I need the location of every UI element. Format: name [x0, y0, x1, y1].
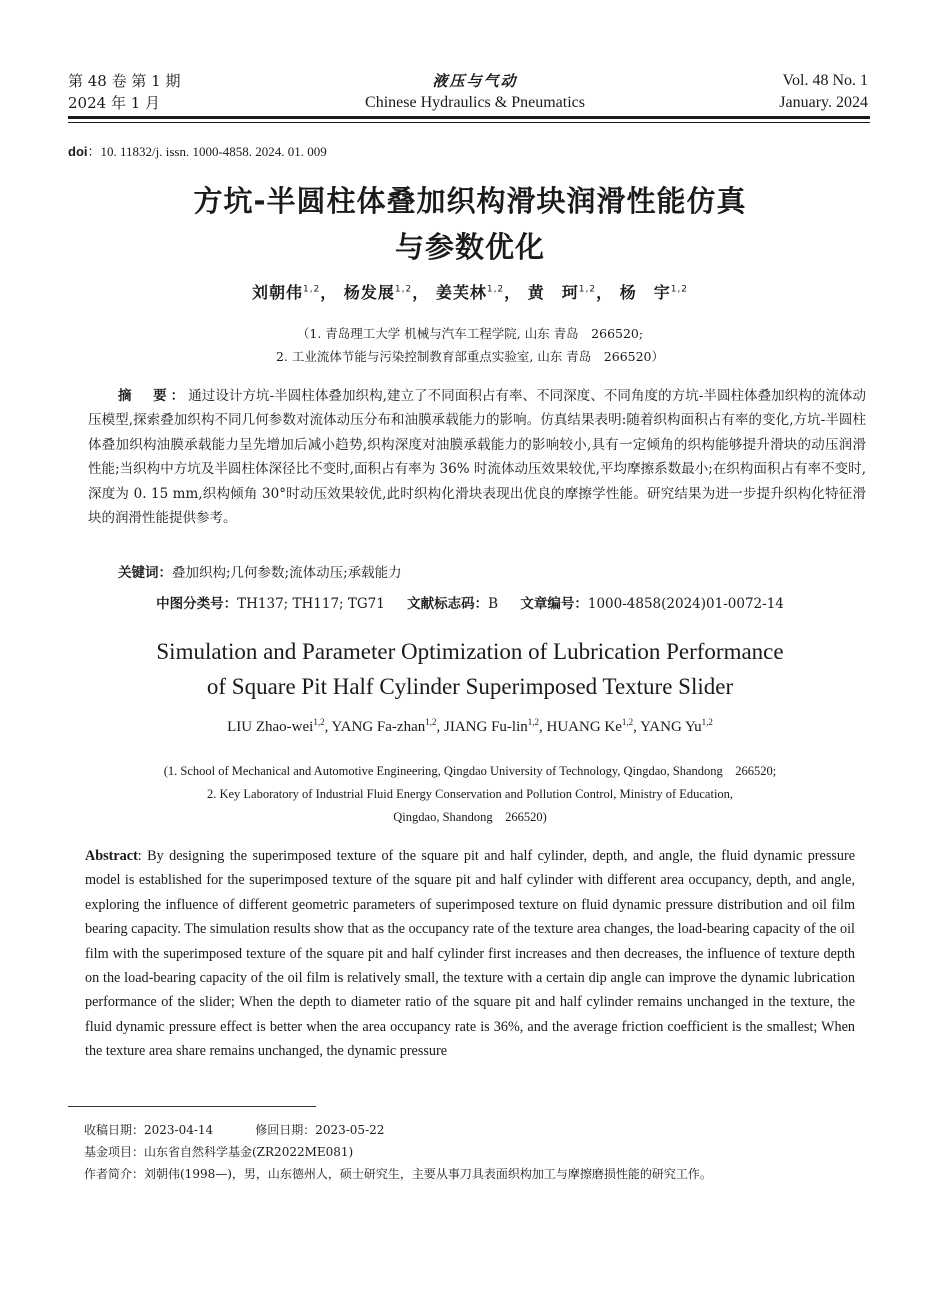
- title-en: [60, 634, 880, 704]
- doi-value: ：10. 11832/j. issn. 1000-4858. 2024. 01. 009: [87, 144, 327, 159]
- footnote-author-bio: 作者简介：刘朝伟(1998—)，男，山东德州人，硕士研究生，主要从事刀具表面织构加工与摩擦磨损性能的研究工作。: [84, 1167, 712, 1181]
- footnote-dates: [84, 1121, 384, 1139]
- clc-value: TH137; TH117; TG71: [237, 596, 385, 612]
- affiliation-cn: （1. 青岛理工大学 机械与汽车工程学院, 山东 青岛 266520;: [296, 326, 644, 341]
- author-en: HUANG Ke$^{1,2}$,: [546, 717, 641, 735]
- author-en: JIANG Fu-lin$^{1,2}$,: [444, 717, 547, 735]
- affiliation-en: Qingdao, Shandong 266520): [393, 810, 547, 824]
- affiliation-cn: 2. 工业流体节能与污染控制教育部重点实验室, 山东 青岛 266520）: [275, 349, 665, 364]
- date-en: January. 2024: [779, 94, 868, 111]
- author-en: LIU Zhao-wei$^{1,2}$,: [227, 717, 332, 735]
- authors-en: [60, 717, 880, 736]
- abstract-en-label: Abstract: [85, 848, 138, 864]
- article-number-value: 1000-4858(2024)01-0072-14: [587, 596, 784, 612]
- footnote-rule: [68, 1106, 316, 1107]
- volume-issue-en: Vol. 48 No. 1: [782, 72, 868, 89]
- title-cn: [60, 178, 880, 270]
- affiliation-en: (1. School of Mechanical and Automotive Engineering, Qingdao University of Technology, Qingdao, Shandong 266520;: [163, 764, 777, 778]
- header-left: [68, 70, 180, 114]
- title-en-line2: of Square Pit Half Cylinder Superimposed Texture Slider: [206, 674, 734, 699]
- volume-issue-cn: 第 48 卷 第 1 期: [68, 72, 181, 90]
- doi-label: doi: [68, 144, 88, 159]
- abstract-cn-text: 通过设计方坑-半圆柱体叠加织构,建立了不同面积占有率、不同深度、不同角度的方坑-半圆柱体叠加织构的流体动压模型,探索叠加织构不同几何参数对流体动压分布和油膜承载能力的影响。仿真结果表明:随着织构面积占有率的变化,方坑-半圆柱体叠加织构油膜承载能力呈先增加后减小趋势,织构深度对油膜承载能力的影响较小,具有一定倾角的织构能够提升滑块的动压润滑性能;当织构中方坑及半圆柱体深径比不变时,面积占有率为 36% 时流体动压效果较优,平均摩擦系数最小;在织构面积占有率不变时,深度为 0. 15 mm,织构倾角 30°时动压效果较优,此时织构化滑块表现出优良的摩擦学性能。研究结果为进一步提升织构化特征滑块的润滑性能提供参考。: [88, 388, 867, 527]
- affiliations-en: [60, 760, 880, 829]
- author-cn: 姜芙林$^{1,2}$，: [435, 283, 522, 302]
- author-cn: 刘朝伟$^{1,2}$，: [251, 283, 338, 302]
- abstract-cn-label: 摘 要：: [118, 388, 189, 404]
- doi-line: [68, 141, 327, 160]
- author-cn: 黄 珂$^{1,2}$，: [527, 283, 614, 302]
- keywords-cn: [118, 561, 402, 581]
- journal-title-en: Chinese Hydraulics & Pneumatics: [365, 94, 585, 111]
- abstract-en-colon: :: [137, 848, 148, 864]
- received-date: 收稿日期：2023-04-14: [84, 1123, 214, 1137]
- header-right: [779, 70, 868, 114]
- authors-cn: [60, 280, 880, 303]
- author-en: YANG Yu$^{1,2}$: [640, 717, 713, 735]
- header-rule-thin: [68, 122, 870, 123]
- abstract-cn: [88, 384, 866, 530]
- journal-title-cn: 液压与气动: [432, 72, 518, 90]
- affiliations-cn: [60, 322, 880, 368]
- keywords-label: 关键词：: [118, 565, 172, 581]
- doc-code-label: 文献标志码：: [407, 596, 489, 612]
- title-cn-line2: 与参数优化: [394, 230, 545, 264]
- classification-line: [60, 592, 880, 612]
- abstract-en: [85, 844, 855, 1064]
- abstract-en-text: By designing the superimposed texture of the square pit and half cylinder, depth, and angle, the fluid dynamic pressure model is established for the superimposed texture of the square pit and half cylinder with different area occupancy, depth, and angle, exploring the influence of different geometric parameters of superimposed texture on fluid dynamic pressure distribution and oil film bearing capacity. The simulation results show that as the occupancy rate of the texture area changes, the load-bearing capacity of the oil film with the superimposed texture of the square pit and half cylinder first increases and then decreases, the influence of texture depth on the load-bearing capacity of the oil film is relatively small, the texture with a certain dip angle can improve the dynamic lubrication performance of the slider; When the depth to diameter ratio of the square pit and half cylinder remains unchanged in the texture, the fluid dynamic pressure effect is better when the area occupancy rate is 36%, and the average friction coefficient is the smallest; When the texture area share remains unchanged, the dynamic pressure: [85, 848, 855, 1060]
- author-en: YANG Fa-zhan$^{1,2}$,: [331, 717, 444, 735]
- affiliation-en: 2. Key Laboratory of Industrial Fluid Energy Conservation and Pollution Control, Ministry of Education,: [206, 787, 734, 801]
- doc-code-value: B: [488, 596, 499, 612]
- keywords-text: 叠加织构;几何参数;流体动压;承载能力: [172, 565, 402, 581]
- article-number-label: 文章编号：: [520, 596, 588, 612]
- clc-label: 中图分类号：: [156, 596, 238, 612]
- title-cn-line1: 方坑-半圆柱体叠加织构滑块润滑性能仿真: [193, 184, 747, 218]
- author-cn: 杨 宇$^{1,2}$: [619, 283, 689, 302]
- revised-date: 修回日期：2023-05-22: [255, 1123, 385, 1137]
- date-cn: 2024 年 1 月: [68, 94, 161, 112]
- header-center: [300, 70, 650, 114]
- footnote-fund: 基金项目：山东省自然科学基金(ZR2022ME081): [84, 1145, 354, 1159]
- author-cn: 杨发展$^{1,2}$，: [343, 283, 430, 302]
- title-en-line1: Simulation and Parameter Optimization of Lubrication Performance: [156, 639, 784, 664]
- header-rule-thick: [68, 116, 870, 119]
